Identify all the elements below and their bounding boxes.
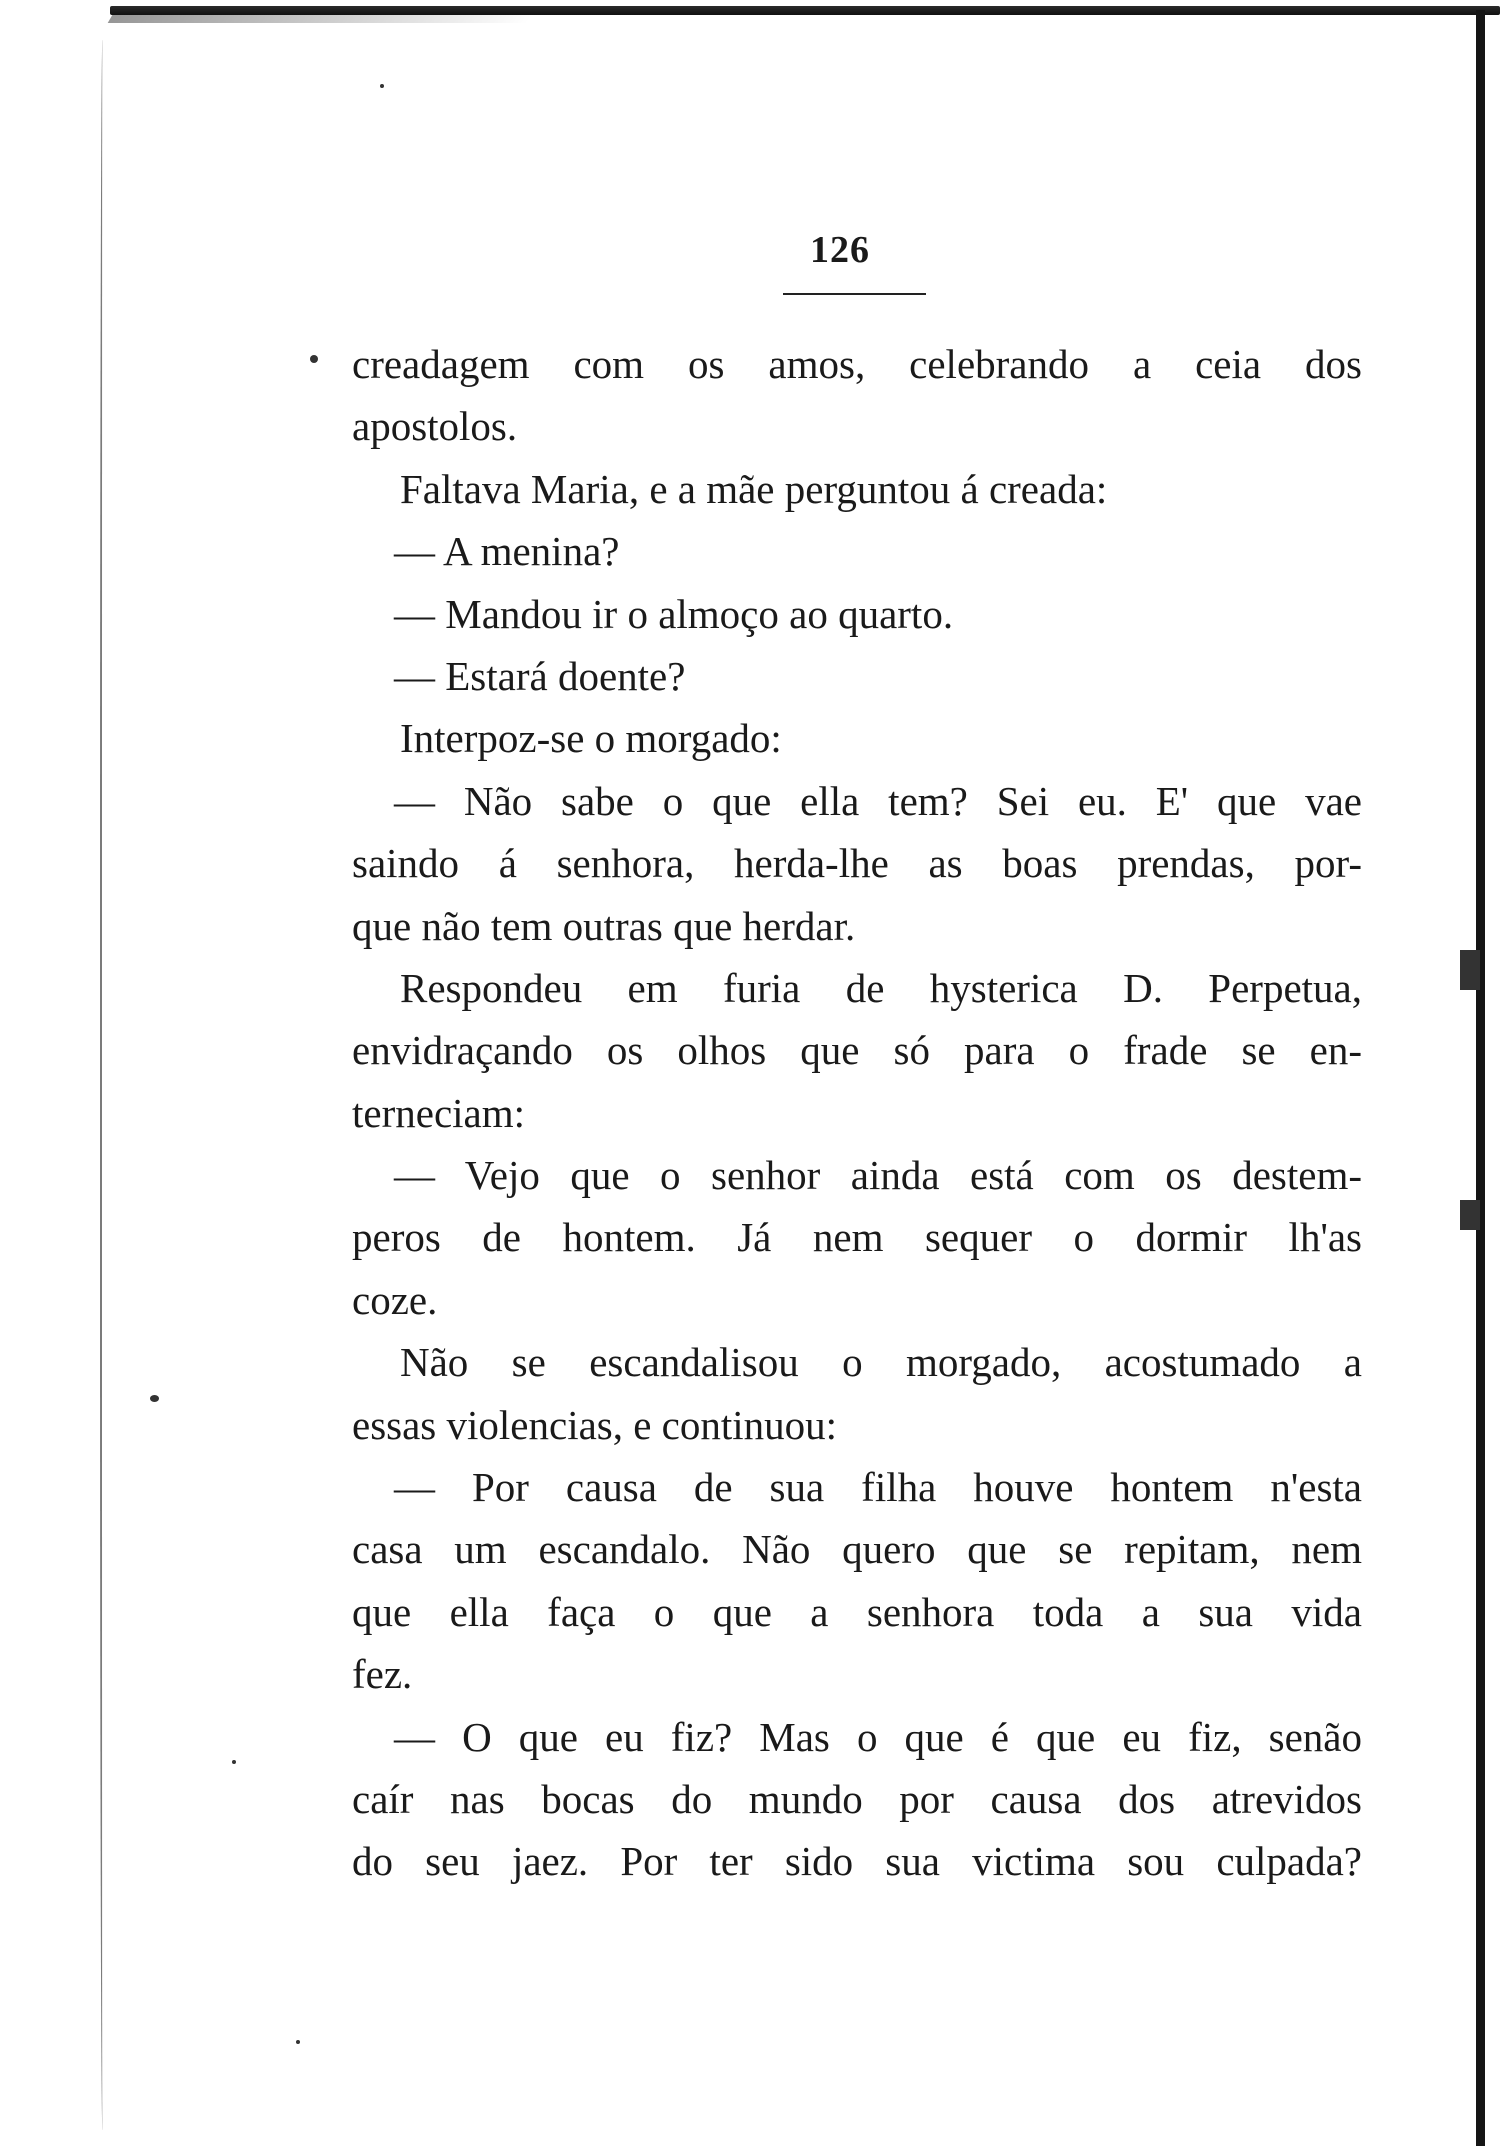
scan-speck bbox=[150, 1395, 159, 1402]
text-line: caír nas bocas do mundo por causa dos atrevidos bbox=[352, 1775, 1362, 1822]
text-line: Não se escandalisou o morgado, acostumado a bbox=[400, 1339, 1362, 1386]
text-line: — O que eu fiz? Mas o que é que eu fiz, senão bbox=[394, 1713, 1362, 1760]
scan-speck bbox=[380, 84, 384, 88]
header-rule bbox=[783, 293, 926, 295]
scan-left-edge bbox=[100, 40, 106, 2130]
text-line: — A menina? bbox=[394, 528, 620, 575]
text-line: Faltava Maria, e a mãe perguntou á creada: bbox=[400, 465, 1108, 512]
text-line: coze. bbox=[352, 1276, 438, 1323]
text-line: essas violencias, e continuou: bbox=[352, 1401, 838, 1448]
text-line: terneciam: bbox=[352, 1089, 526, 1136]
text-line: — Mandou ir o almoço ao quarto. bbox=[394, 590, 954, 637]
text-line: apostolos. bbox=[352, 403, 518, 450]
text-line: que ella faça o que a senhora toda a sua vida bbox=[352, 1588, 1362, 1635]
text-line: — Vejo que o senhor ainda está com os destem- bbox=[394, 1152, 1362, 1199]
text-line: peros de hontem. Já nem sequer o dormir lh'as bbox=[352, 1214, 1362, 1261]
text-line: creadagem com os amos, celebrando a ceia dos bbox=[352, 341, 1362, 387]
scan-right-notch bbox=[1460, 950, 1480, 990]
text-line: saindo á senhora, herda-lhe as boas prendas, por- bbox=[352, 840, 1362, 887]
scan-speck bbox=[296, 2040, 300, 2044]
text-line: — Estará doente? bbox=[394, 652, 686, 699]
scan-speck bbox=[232, 1760, 236, 1764]
page-number: 126 bbox=[810, 229, 870, 271]
text-line: Respondeu em furia de hysterica D. Perpetua, bbox=[400, 964, 1362, 1011]
scan-top-smudge bbox=[108, 15, 533, 23]
text-line: casa um escandalo. Não quero que se repitam, nem bbox=[352, 1526, 1362, 1573]
scan-right-border bbox=[1476, 10, 1485, 2146]
text-line: do seu jaez. Por ter sido sua victima sou culpada? bbox=[352, 1838, 1362, 1885]
body-text bbox=[352, 333, 1362, 1893]
text-line: que não tem outras que herdar. bbox=[352, 902, 856, 949]
text-line: — Por causa de sua filha houve hontem n'esta bbox=[394, 1464, 1362, 1511]
text-line: — Não sabe o que ella tem? Sei eu. E' que vae bbox=[394, 777, 1362, 824]
text-line: fez. bbox=[352, 1651, 413, 1698]
scan-top-border bbox=[110, 6, 1500, 15]
scan-speck bbox=[310, 355, 318, 363]
scan-right-notch bbox=[1460, 1200, 1480, 1230]
text-line: Interpoz-se o morgado: bbox=[400, 715, 782, 762]
text-line: envidraçando os olhos que só para o frade se en- bbox=[352, 1027, 1362, 1074]
